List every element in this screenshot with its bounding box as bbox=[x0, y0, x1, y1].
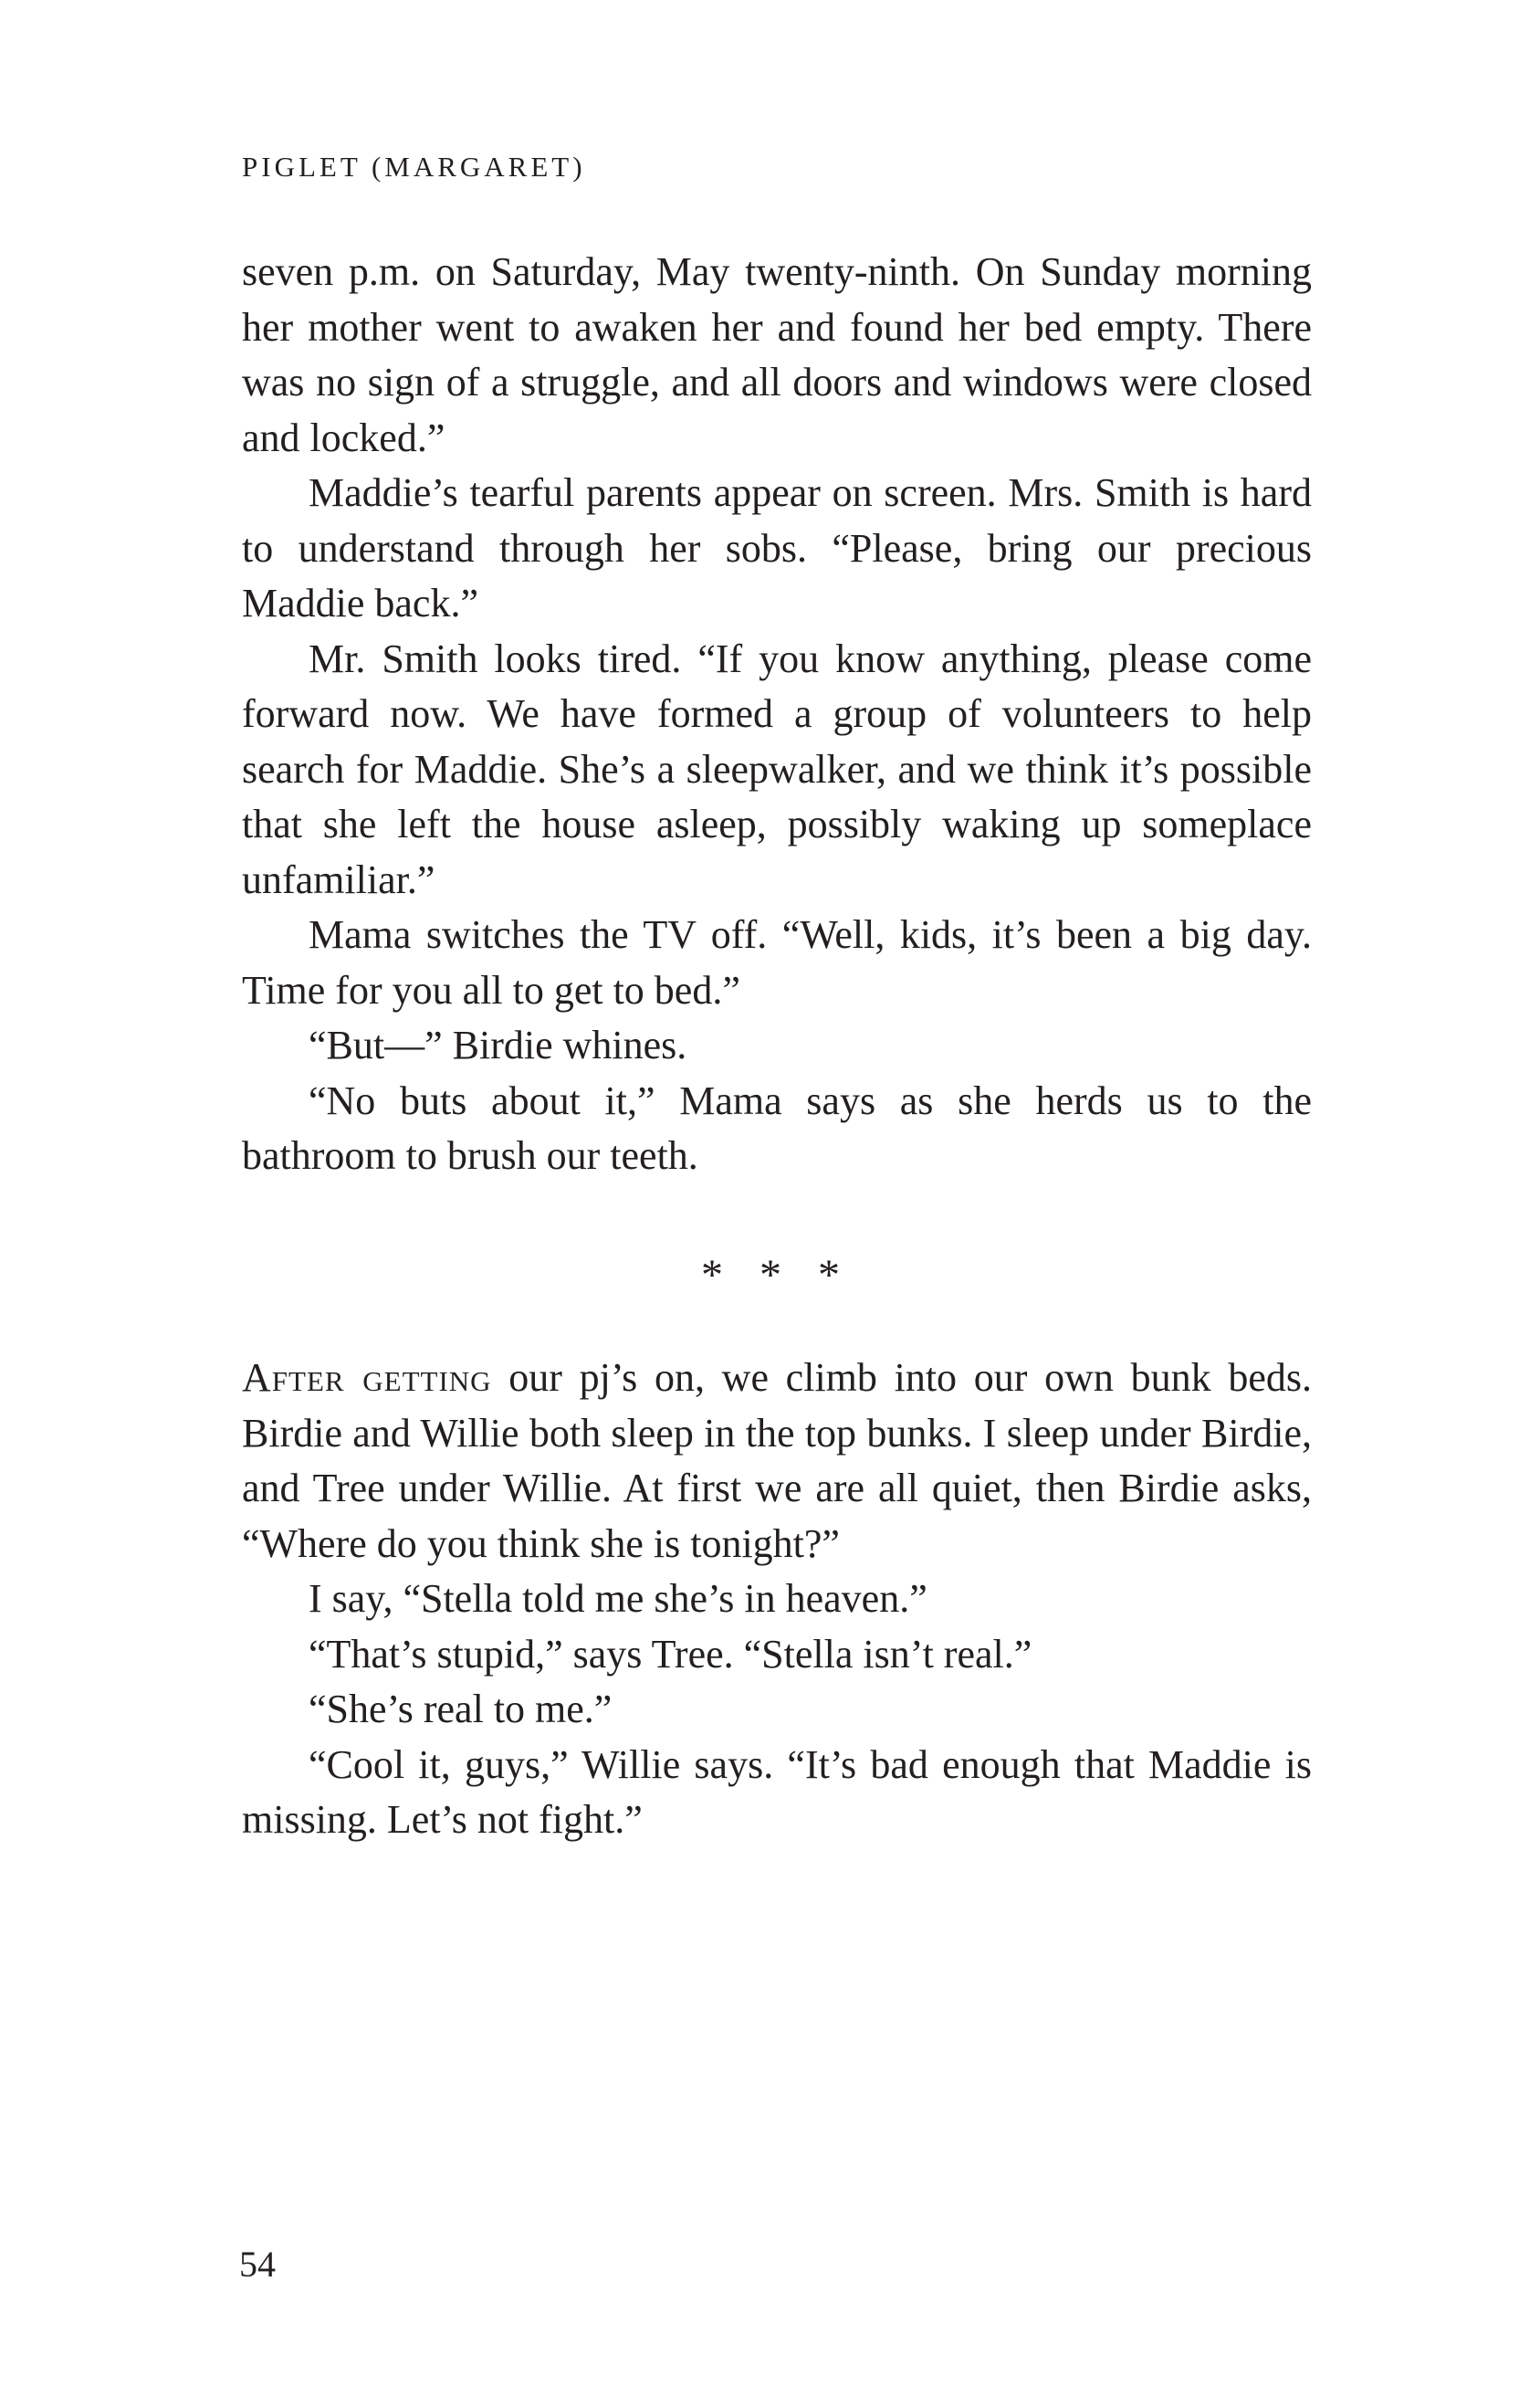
body-text-after-break bbox=[242, 1351, 1312, 1848]
paragraph: Mama switches the TV off. “Well, kids, it’s been a big day. Time for you all to get to bed.” bbox=[242, 912, 1312, 1013]
paragraph: “But—” Birdie whines. bbox=[309, 1023, 687, 1067]
paragraph: “Cool it, guys,” Willie says. “It’s bad enough that Maddie is missing. Let’s not fight.” bbox=[242, 1741, 1312, 1842]
paragraph-continuation: seven p.m. on Saturday, May twenty-ninth. On Sunday morning her mother went to awaken her and found her bed empty. There was no sign of a struggle, and all doors and windows were closed and locked.” bbox=[242, 249, 1312, 460]
paragraph: “She’s real to me.” bbox=[309, 1687, 613, 1731]
page-number: 54 bbox=[239, 2244, 276, 2285]
running-head: PIGLET (MARGARET) bbox=[242, 151, 586, 183]
paragraph: Maddie’s tearful parents appear on screen. Mrs. Smith is hard to understand through her sobs. “Please, bring our precious Maddie back.” bbox=[242, 470, 1312, 626]
paragraph: I say, “Stella told me she’s in heaven.” bbox=[309, 1576, 927, 1621]
paragraph: Mr. Smith looks tired. “If you know anything, please come forward now. We have formed a group of volunteers to help search for Maddie. She’s a sleepwalker, and we think it’s possible that she left the house asleep, possibly waking up someplace unfamiliar.” bbox=[242, 636, 1312, 902]
small-caps-lead-in: After getting bbox=[242, 1355, 492, 1400]
paragraph: “No buts about it,” Mama says as she herds us to the bathroom to brush our teeth. bbox=[242, 1078, 1312, 1178]
section-opening-paragraph bbox=[242, 1351, 1312, 1572]
paragraph: “That’s stupid,” says Tree. “Stella isn’t real.” bbox=[309, 1631, 1032, 1677]
section-opening-text: our pj’s on, we climb into our own bunk beds. Birdie and Willie both sleep in the top bunks. I sleep under Birdie, and Tree under Willie. At first we are all quiet, then Birdie asks, “Where do you think she is tonight?” bbox=[242, 1355, 1312, 1566]
scene-break-asterisks: * * * bbox=[701, 1251, 853, 1299]
body-text-before-break bbox=[242, 245, 1312, 1184]
